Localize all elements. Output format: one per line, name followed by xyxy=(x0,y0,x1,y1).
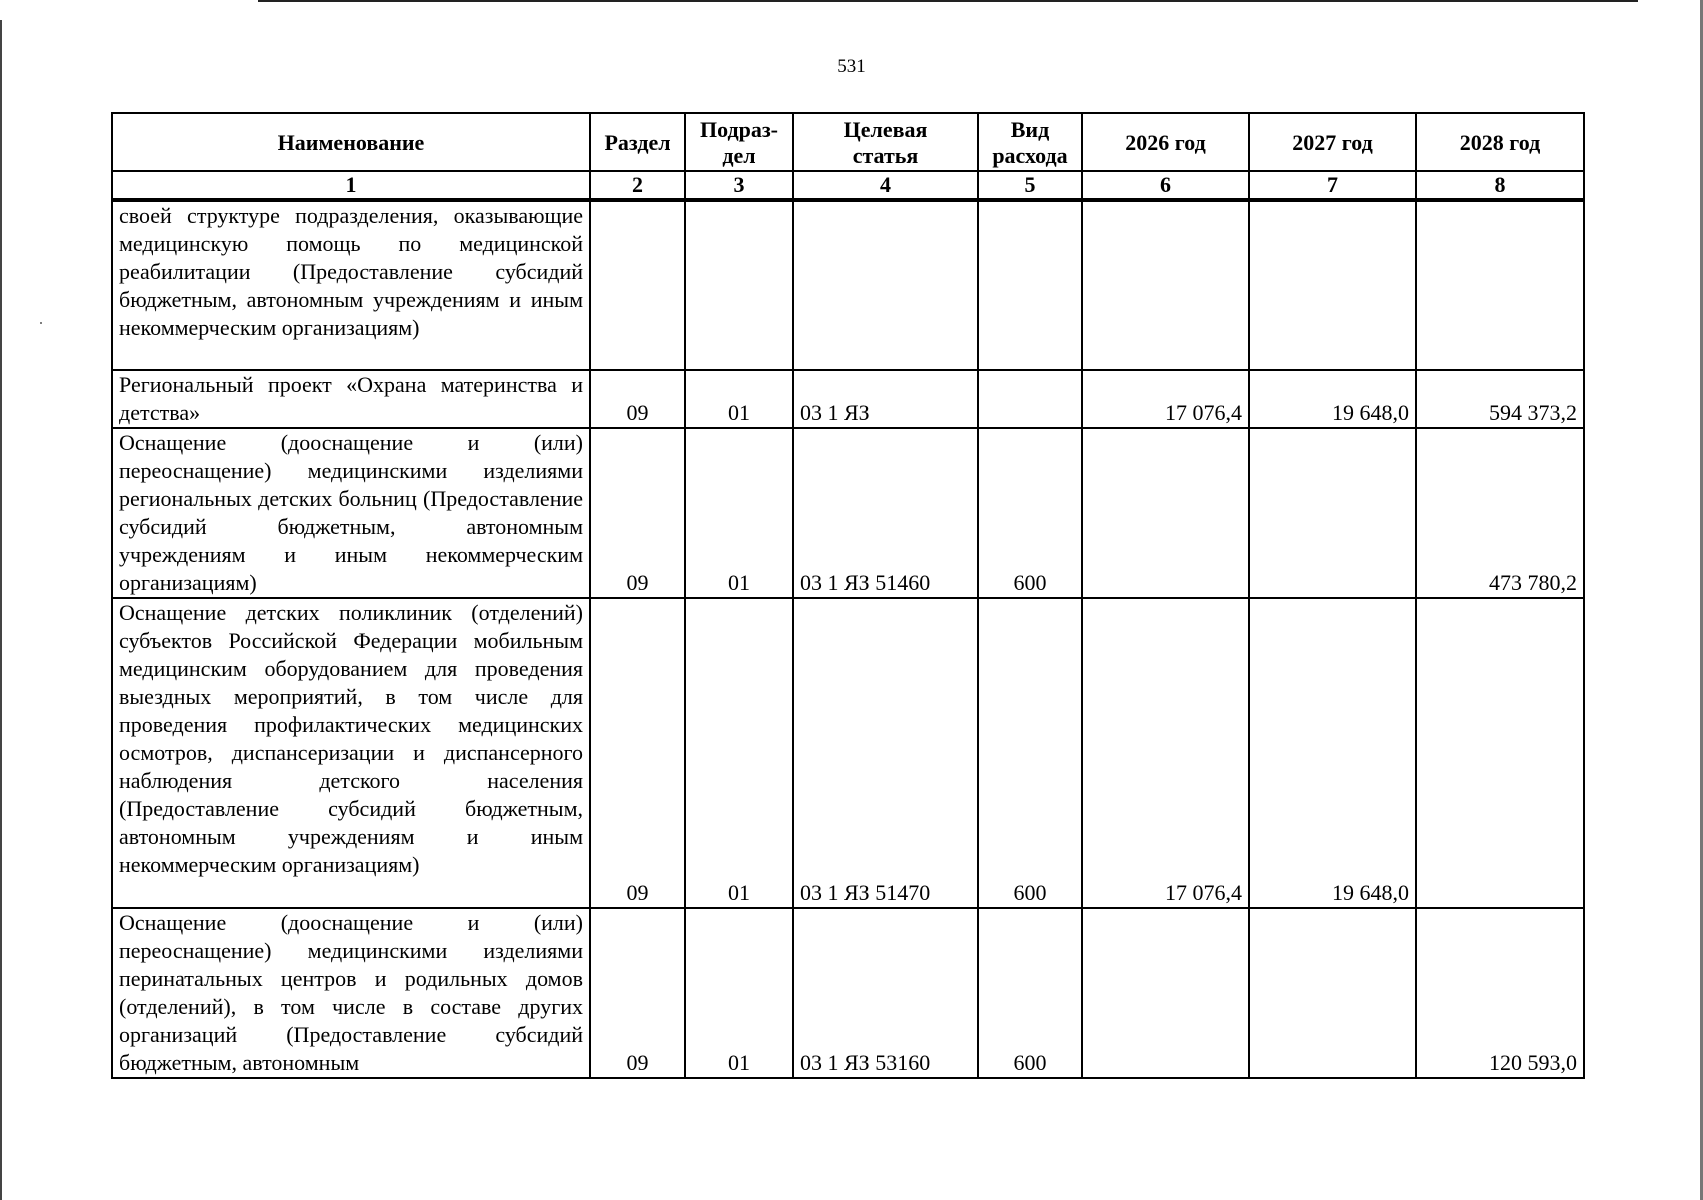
header-row xyxy=(112,113,1584,171)
row-name xyxy=(112,428,590,598)
header-name: Наименование xyxy=(112,113,590,171)
row-vid xyxy=(978,200,1082,370)
column-number: 2 xyxy=(590,171,685,200)
row-2027 xyxy=(1249,200,1416,370)
column-number: 3 xyxy=(685,171,793,200)
table-row xyxy=(112,370,1584,428)
header-2027: 2027 год xyxy=(1249,113,1416,171)
row-2028 xyxy=(1416,598,1584,908)
row-vid: 600 xyxy=(978,908,1082,1078)
page-number: 531 xyxy=(837,56,866,77)
row-target: 03 1 ЯЗ xyxy=(793,370,978,428)
row-2026 xyxy=(1082,428,1249,598)
row-name-text: своей структуре подразделения, оказывающие медицинскую помощь по медицинской реабилитации (Предоставление субсидий бюджетным, автономным учреждениям и иным некоммерческим организациям) xyxy=(119,203,583,340)
row-2027: 19 648,0 xyxy=(1249,370,1416,428)
header-vid: Вид расхода xyxy=(978,113,1082,171)
row-vid: 600 xyxy=(978,428,1082,598)
row-vid: 600 xyxy=(978,598,1082,908)
row-name xyxy=(112,908,590,1078)
row-target: 03 1 ЯЗ 51470 xyxy=(793,598,978,908)
column-number: 4 xyxy=(793,171,978,200)
column-number-row xyxy=(112,171,1584,200)
row-name-text: Оснащение (дооснащение и (или) переоснащение) медицинскими изделиями региональных детских больниц (Предоставление субсидий бюджетным, автономным учреждениям и иным некоммерческим организациям) xyxy=(119,430,583,595)
row-target: 03 1 ЯЗ 51460 xyxy=(793,428,978,598)
row-vid xyxy=(978,370,1082,428)
row-name-text: Региональный проект «Охрана материнства и детства» xyxy=(119,372,583,425)
row-target: 03 1 ЯЗ 53160 xyxy=(793,908,978,1078)
column-number: 7 xyxy=(1249,171,1416,200)
row-2026: 17 076,4 xyxy=(1082,370,1249,428)
column-number: 5 xyxy=(978,171,1082,200)
row-razdel xyxy=(590,200,685,370)
row-2028: 473 780,2 xyxy=(1416,428,1584,598)
scan-speck xyxy=(40,322,42,324)
row-2027 xyxy=(1249,908,1416,1078)
budget-table xyxy=(111,112,1585,1079)
row-name-text: Оснащение детских поликлиник (отделений) субъектов Российской Федерации мобильным медицинским оборудованием для проведения выездных мероприятий, в том числе для проведения профилактических медицинских осмотров, диспансеризации и диспансерного наблюдения детского населения (Предоставление субсидий бюджетным, автономным учреждениям и иным некоммерческим организациям) xyxy=(119,600,583,877)
row-podrazdel: 01 xyxy=(685,908,793,1078)
row-razdel: 09 xyxy=(590,370,685,428)
row-name xyxy=(112,200,590,370)
column-number: 6 xyxy=(1082,171,1249,200)
row-podrazdel: 01 xyxy=(685,428,793,598)
row-2026 xyxy=(1082,908,1249,1078)
row-razdel: 09 xyxy=(590,428,685,598)
row-podrazdel: 01 xyxy=(685,598,793,908)
row-podrazdel: 01 xyxy=(685,370,793,428)
row-2027 xyxy=(1249,428,1416,598)
row-razdel: 09 xyxy=(590,598,685,908)
top-rule xyxy=(258,0,1638,2)
row-name xyxy=(112,598,590,908)
header-target: Целевая статья xyxy=(793,113,978,171)
row-2027: 19 648,0 xyxy=(1249,598,1416,908)
header-2026: 2026 год xyxy=(1082,113,1249,171)
row-2026 xyxy=(1082,200,1249,370)
row-target xyxy=(793,200,978,370)
row-2028 xyxy=(1416,200,1584,370)
row-2026: 17 076,4 xyxy=(1082,598,1249,908)
row-name-text: Оснащение (дооснащение и (или) переоснащение) медицинскими изделиями перинатальных центров и родильных домов (отделений), в том числе в составе других организаций (Предоставление субсидий бюджетным, автономным xyxy=(119,910,583,1075)
header-razdel: Раздел xyxy=(590,113,685,171)
table-row xyxy=(112,598,1584,908)
row-2028: 594 373,2 xyxy=(1416,370,1584,428)
row-2028: 120 593,0 xyxy=(1416,908,1584,1078)
row-podrazdel xyxy=(685,200,793,370)
column-number: 1 xyxy=(112,171,590,200)
column-number: 8 xyxy=(1416,171,1584,200)
header-2028: 2028 год xyxy=(1416,113,1584,171)
table-row xyxy=(112,200,1584,370)
row-name xyxy=(112,370,590,428)
table-row xyxy=(112,908,1584,1078)
scan-left-edge xyxy=(0,20,2,1200)
header-podrazdel: Подраз- дел xyxy=(685,113,793,171)
table-row xyxy=(112,428,1584,598)
row-razdel: 09 xyxy=(590,908,685,1078)
